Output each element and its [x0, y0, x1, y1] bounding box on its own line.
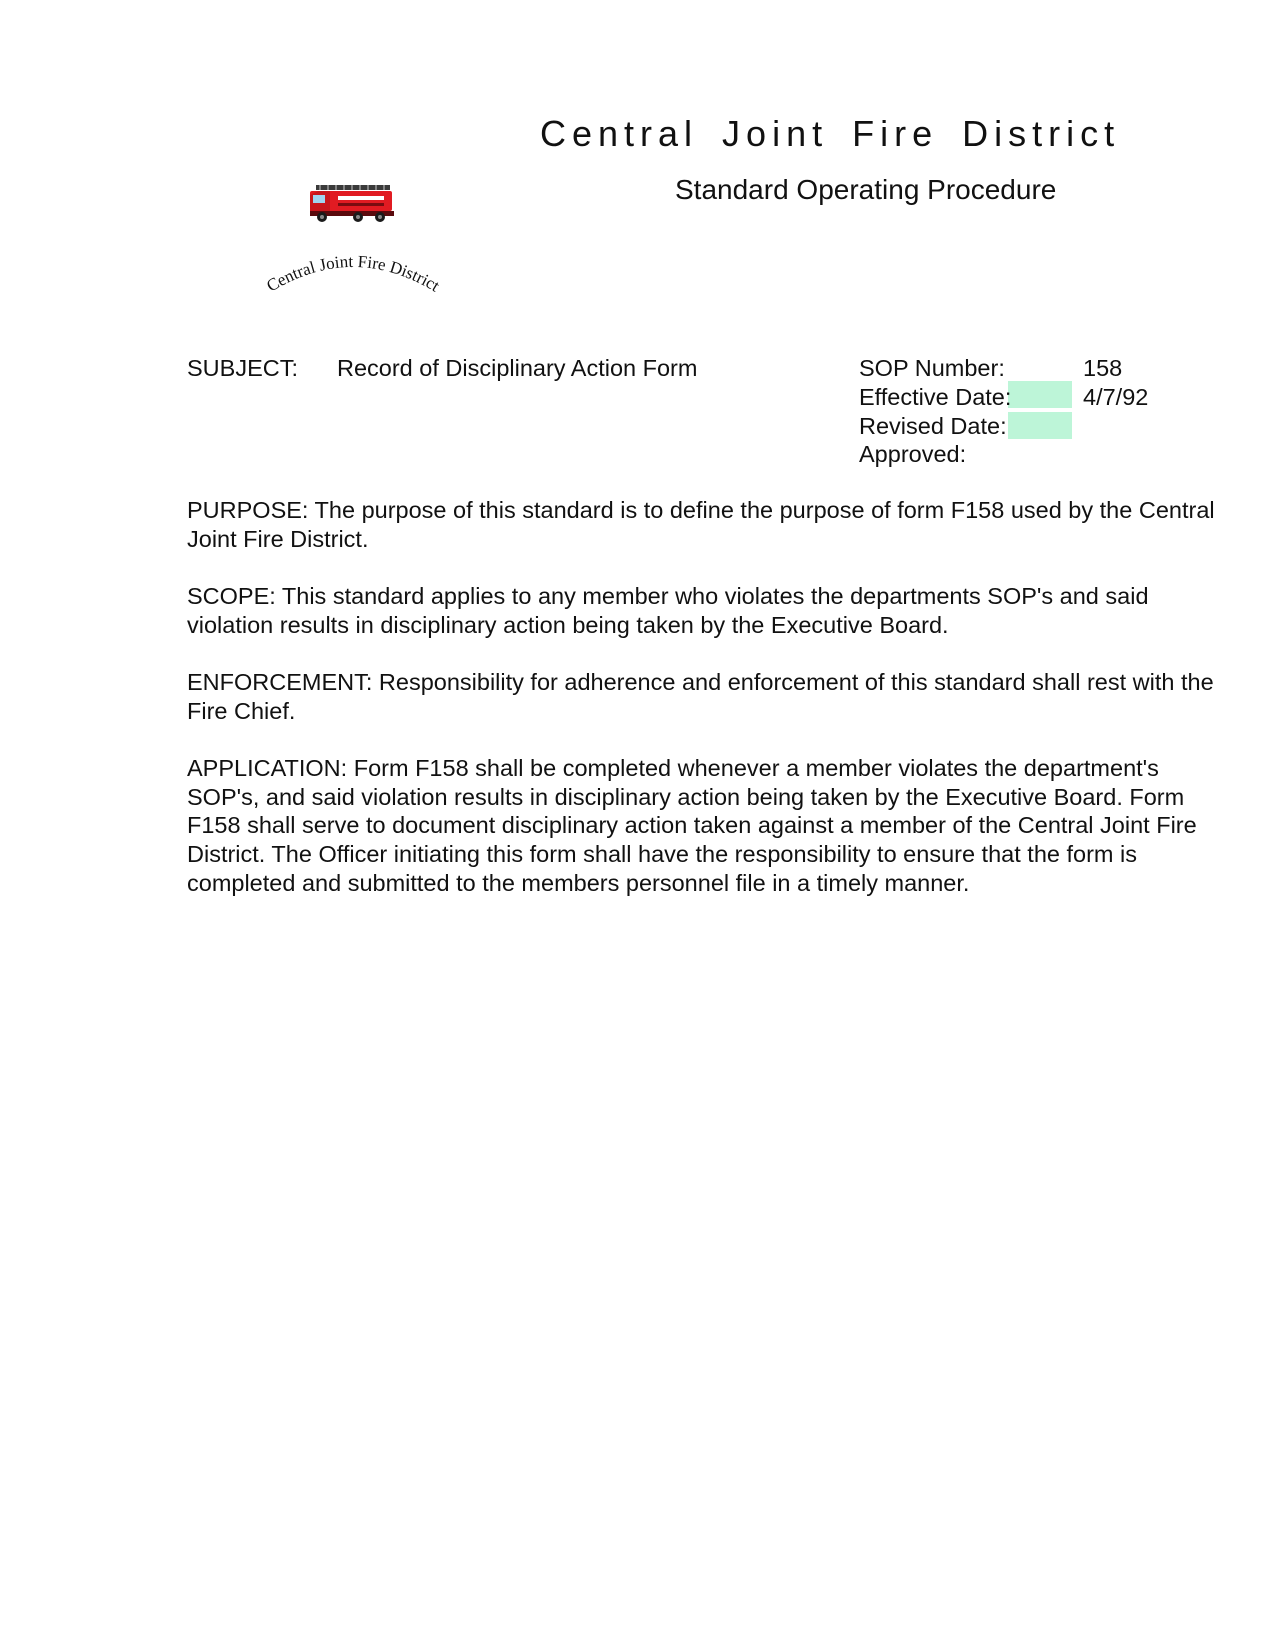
enforcement-section [187, 668, 1230, 725]
application-line: completed and submitted to the members personnel file in a timely manner. [187, 869, 970, 896]
sop-number-label: SOP Number: [859, 355, 1005, 381]
approved-label: Approved: [859, 441, 967, 467]
purpose-line: PURPOSE: The purpose of this standard is to define the purpose of form F158 used by the Central [187, 497, 1215, 523]
logo-caption [263, 252, 443, 296]
page-title: Central Joint Fire District [540, 113, 1121, 154]
effective-date-label: Effective Date: [859, 384, 1012, 410]
subject-label: SUBJECT: [187, 355, 298, 381]
enforcement-line: ENFORCEMENT: Responsibility for adherence and enforcement of this standard shall rest with the [187, 669, 1214, 695]
application-line: SOP's, and said violation results in disciplinary action being taken by the Executive Board. Form [187, 783, 1185, 810]
revised-date-highlight [1008, 412, 1072, 439]
page-subtitle: Standard Operating Procedure [675, 174, 1057, 205]
purpose-line: Joint Fire District. [187, 525, 369, 552]
enforcement-line: Fire Chief. [187, 697, 296, 724]
application-section [187, 754, 1230, 898]
effective-date-value: 4/7/92 [1083, 384, 1149, 410]
fire-truck-icon [310, 185, 394, 222]
application-line: F158 shall serve to document disciplinary action taken against a member of the Central Joint Fire [187, 812, 1197, 839]
logo-caption-text: Central Joint Fire District [263, 251, 443, 296]
subject-value: Record of Disciplinary Action Form [337, 355, 698, 381]
application-line: APPLICATION: Form F158 shall be completed whenever a member violates the department's [187, 755, 1159, 781]
revised-date-label: Revised Date: [859, 413, 1007, 439]
scope-line: SCOPE: This standard applies to any member who violates the departments SOP's and said [187, 583, 1149, 609]
purpose-section [187, 496, 1230, 553]
scope-section [187, 582, 1230, 639]
effective-date-highlight [1008, 381, 1072, 408]
application-line: District. The Officer initiating this form shall have the responsibility to ensure that the form is [187, 841, 1137, 868]
district-logo [258, 185, 468, 310]
scope-line: violation results in disciplinary action being taken by the Executive Board. [187, 611, 949, 638]
sop-number-value: 158 [1083, 355, 1123, 381]
